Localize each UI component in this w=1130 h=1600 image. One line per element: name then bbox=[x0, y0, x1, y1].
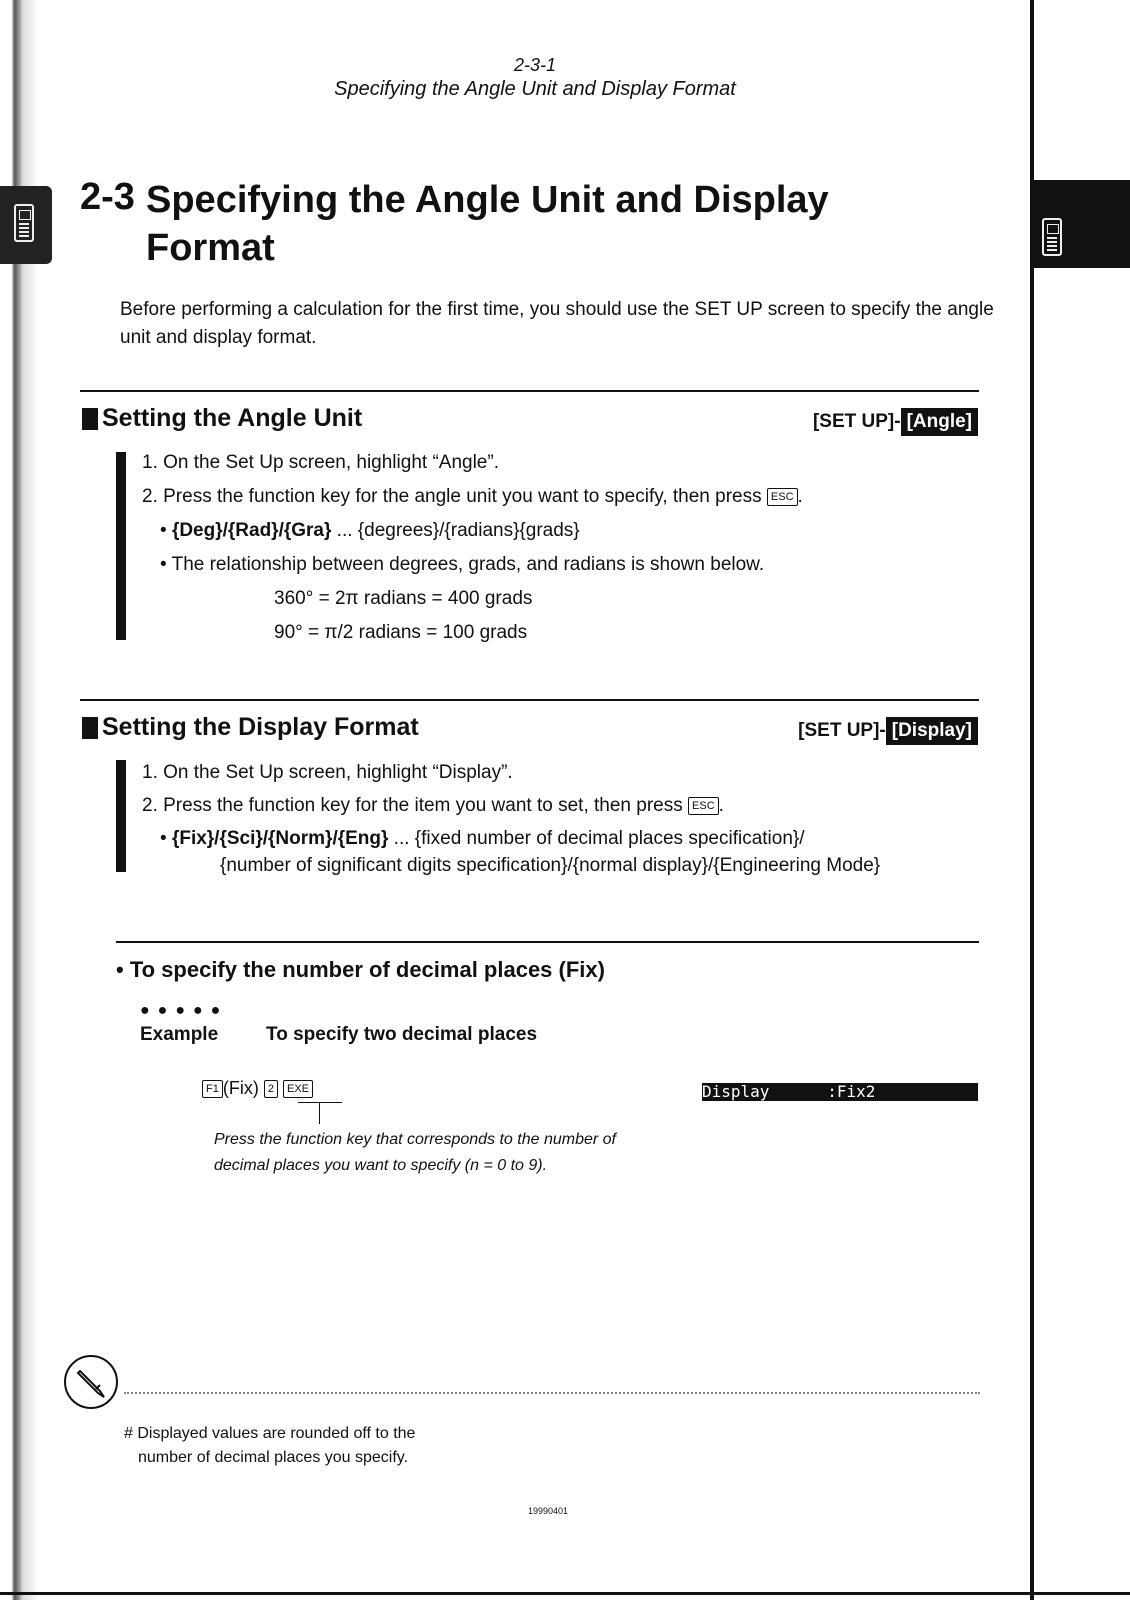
subsection-divider bbox=[116, 941, 979, 943]
angle-setup-path: [SET UP]- [Angle] bbox=[813, 408, 978, 436]
footnote-text: # Displayed values are rounded off to the number of decimal places you specify. bbox=[124, 1425, 416, 1466]
exe-key-icon: EXE bbox=[283, 1080, 313, 1098]
display-step-1: 1. On the Set Up screen, highlight “Display”. bbox=[142, 762, 513, 783]
fix-subsection-title: • To specify the number of decimal places (Fix) bbox=[116, 957, 605, 982]
angle-bullet-relationship: • The relationship between degrees, grads, and radians is shown below. bbox=[160, 554, 765, 575]
angle-key-label: [Angle] bbox=[901, 408, 978, 436]
intro-paragraph: Before performing a calculation for the first time, you should use the SET UP screen to specify the angle unit and display format. bbox=[120, 299, 994, 348]
angle-step-2: 2. Press the function key for the angle unit you want to specify, then press ESC . bbox=[142, 486, 803, 507]
calculator-icon bbox=[14, 204, 34, 242]
key-sequence: F1 (Fix) 2 EXE bbox=[202, 1078, 313, 1099]
angle-section-title: Setting the Angle Unit bbox=[82, 404, 362, 433]
step-marker-bar bbox=[116, 452, 126, 640]
section-divider bbox=[80, 390, 979, 392]
esc-key-icon: ESC bbox=[688, 797, 719, 815]
example-text: To specify two decimal places bbox=[266, 1024, 538, 1045]
page-code: 19990401 bbox=[527, 1506, 569, 1516]
running-title: Specifying the Angle Unit and Display Format bbox=[334, 78, 736, 100]
angle-equation-2: 90° = π/2 radians = 100 grads bbox=[274, 622, 528, 643]
number-2-key-icon: 2 bbox=[264, 1080, 278, 1098]
calculator-display-readout: Display :Fix2 bbox=[702, 1083, 978, 1101]
section-divider bbox=[80, 699, 979, 701]
angle-step-1: 1. On the Set Up screen, highlight “Angle”. bbox=[142, 452, 499, 473]
square-bullet-icon bbox=[82, 408, 98, 430]
f1-key-icon: F1 bbox=[202, 1080, 223, 1098]
example-dots: ●●●●● bbox=[140, 1002, 229, 1019]
chapter-tab-right bbox=[1034, 180, 1130, 268]
esc-key-icon: ESC bbox=[767, 488, 798, 506]
key-callout-line bbox=[298, 1102, 342, 1103]
pencil-note-icon bbox=[64, 1355, 118, 1409]
section-number: 2-3 bbox=[80, 176, 135, 218]
chapter-tab-left bbox=[0, 186, 52, 264]
angle-bullet-units: • {Deg}/{Rad}/{Gra} ... {degrees}/{radians}{grads} bbox=[160, 520, 580, 541]
calculator-icon bbox=[1042, 218, 1062, 256]
display-section-title: Setting the Display Format bbox=[82, 713, 419, 742]
bottom-edge-rule bbox=[0, 1592, 1130, 1595]
step-marker-bar bbox=[116, 760, 126, 872]
key-callout-stem bbox=[319, 1102, 320, 1124]
angle-equation-1: 360° = 2π radians = 400 grads bbox=[274, 588, 533, 609]
square-bullet-icon bbox=[82, 717, 98, 739]
note-dotted-rule bbox=[124, 1392, 980, 1394]
display-step-2: 2. Press the function key for the item you want to set, then press ESC . bbox=[142, 795, 724, 816]
display-setup-path: [SET UP]- [Display] bbox=[798, 717, 978, 745]
display-key-label: [Display] bbox=[886, 717, 978, 745]
display-bullet-formats: • {Fix}/{Sci}/{Norm}/{Eng} ... {fixed number of decimal places specification}/ bbox=[160, 828, 805, 849]
key-explanation-note: Press the function key that corresponds to the number of decimal places you want to specify (n = 0 to 9). bbox=[214, 1131, 616, 1174]
display-bullet-continued: {number of significant digits specification}/{normal display}/{Engineering Mode} bbox=[220, 855, 881, 876]
example-label: Example bbox=[140, 1024, 219, 1045]
page-title: Specifying the Angle Unit and Display Format bbox=[146, 179, 829, 269]
page-number: 2-3-1 bbox=[513, 55, 557, 75]
